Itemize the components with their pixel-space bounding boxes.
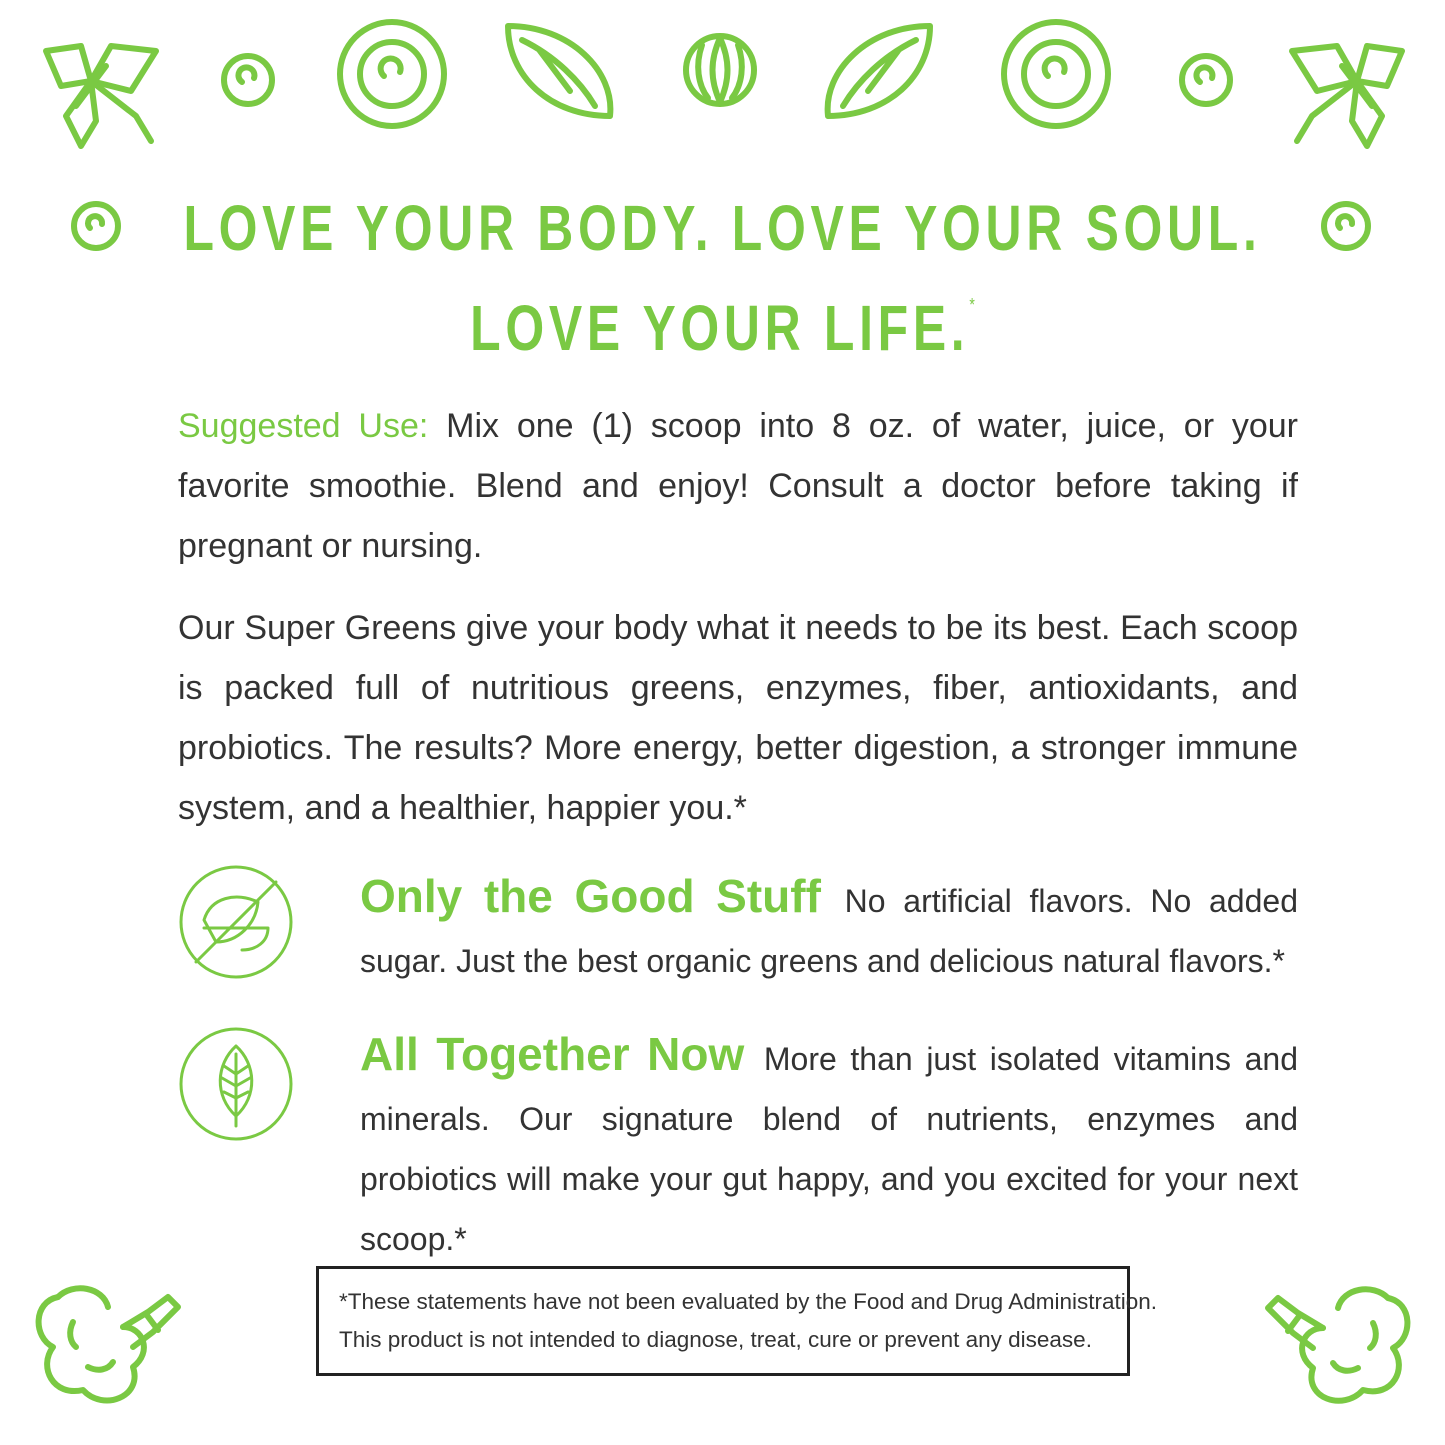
feature-text: More than just isolated vitamins and minerals. Our signature blend of nutrients, enzymes and probiotics will make your gut happy, and you excited for your next scoop.*: [360, 1041, 1299, 1257]
pea-icon: [218, 50, 278, 110]
pea-icon: [1318, 198, 1374, 254]
leaf-icon: [176, 1024, 296, 1149]
suggested-use-text: Mix one (1) scoop into 8 oz. of water, juice, or your favorite smoothie. Blend and enjoy! Consult a doctor before taking if pregnant or nursing.: [178, 407, 1299, 565]
herb-sprig-icon: [1282, 36, 1412, 156]
feature-all-together: [360, 1024, 1298, 1269]
fda-disclaimer: [316, 1266, 1158, 1376]
melon-icon: [680, 30, 760, 110]
almond-icon: [500, 16, 620, 126]
spiral-icon: [996, 14, 1116, 134]
headline-line-1: LOVE YOUR BODY. LOVE YOUR SOUL.: [183, 192, 1262, 264]
feature-title: Only the Good Stuff: [360, 870, 821, 922]
disclaimer-line-2: This product is not intended to diagnose, treat, cure or prevent any disease.: [339, 1327, 1092, 1352]
no-sugar-icon: [176, 862, 296, 987]
spiral-icon: [332, 14, 452, 134]
pea-icon: [1176, 50, 1236, 110]
feature-good-stuff: [360, 866, 1298, 991]
product-description: Our Super Greens give your body what it needs to be its best. Each scoop is packed full of nutritious greens, enzymes, fiber, antioxidants, and probiotics. The results? More energy, better digestion, a stronger immune system, and a healthier, happier you.*: [178, 609, 1298, 827]
broccoli-icon: [1268, 1268, 1418, 1418]
pea-icon: [68, 198, 124, 254]
feature-text: No artificial flavors. No added sugar. Just the best organic greens and delicious natural flavors.*: [360, 883, 1298, 979]
broccoli-icon: [28, 1272, 178, 1422]
almond-icon: [818, 16, 938, 126]
feature-title: All Together Now: [360, 1028, 745, 1080]
headline-asterisk: *: [969, 295, 975, 315]
disclaimer-line-1: *These statements have not been evaluated by the Food and Drug Administration.: [339, 1289, 1158, 1314]
headline-line-2: [159, 292, 1286, 364]
suggested-use-label: Suggested Use:: [178, 407, 429, 445]
herb-sprig-icon: [36, 36, 166, 156]
headline-line-2-text: LOVE YOUR LIFE.: [470, 292, 970, 364]
suggested-use: [178, 396, 1298, 576]
